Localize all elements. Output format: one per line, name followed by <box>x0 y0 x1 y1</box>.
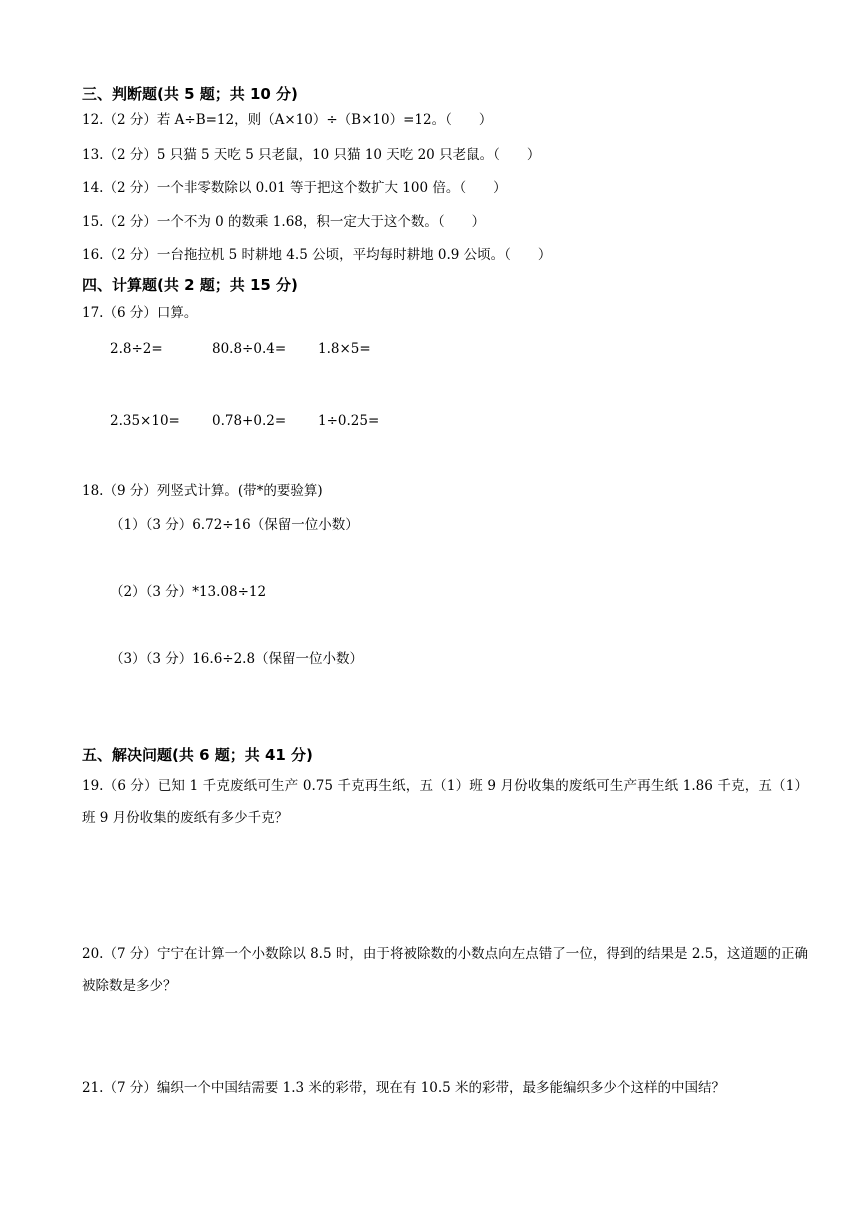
question-18-part-3: （3）（3 分）16.6÷2.8（保留一位小数） <box>110 651 364 667</box>
section-4-title: 四、计算题(共 2 题；共 15 分) <box>82 276 298 294</box>
question-12: 12.（2 分）若 A÷B=12，则（A×10）÷（B×10）=12。（ ） <box>82 112 493 128</box>
question-21: 21.（7 分）编织一个中国结需要 1.3 米的彩带，现在有 10.5 米的彩带，最多能编织多少个这样的中国结？ <box>82 1080 726 1096</box>
question-18-part-2: （2）（3 分）*13.08÷12 <box>110 584 267 600</box>
question-17-stem: 17.（6 分）口算。 <box>82 305 198 321</box>
question-18-stem: 18.（9 分）列竖式计算。(带*的要验算) <box>82 483 323 499</box>
question-15: 15.（2 分）一个不为 0 的数乘 1.68，积一定大于这个数。（ ） <box>82 214 486 230</box>
oral-calc-item: 2.35×10= <box>110 413 180 429</box>
section-3-title: 三、判断题(共 5 题；共 10 分) <box>82 85 298 103</box>
question-20: 20.（7 分）宁宁在计算一个小数除以 8.5 时，由于将被除数的小数点向左点错了一位，得到的结果是 2.5，这道题的正确被除数是多少？ <box>82 946 808 994</box>
question-14: 14.（2 分）一个非零数除以 0.01 等于把这个数扩大 100 倍。（ ） <box>82 180 507 196</box>
oral-calc-item: 1.8×5= <box>318 341 371 357</box>
section-5-title: 五、解决问题(共 6 题；共 41 分) <box>82 746 313 764</box>
oral-calc-item: 0.78+0.2= <box>212 413 287 429</box>
question-18-part-1: （1）（3 分）6.72÷16（保留一位小数） <box>110 517 359 533</box>
question-16: 16.（2 分）一台拖拉机 5 时耕地 4.5 公顷，平均每时耕地 0.9 公顷。（ ） <box>82 247 552 263</box>
oral-calc-item: 80.8÷0.4= <box>212 341 287 357</box>
oral-calc-item: 2.8÷2= <box>110 341 163 357</box>
question-13: 13.（2 分）5 只猫 5 天吃 5 只老鼠，10 只猫 10 天吃 20 只老鼠。（ ） <box>82 147 541 163</box>
oral-calc-item: 1÷0.25= <box>318 413 380 429</box>
question-19: 19.（6 分）已知 1 千克废纸可生产 0.75 千克再生纸，五（1）班 9 月份收集的废纸可生产再生纸 1.86 千克，五（1）班 9 月份收集的废纸有多少千克？ <box>82 778 808 826</box>
